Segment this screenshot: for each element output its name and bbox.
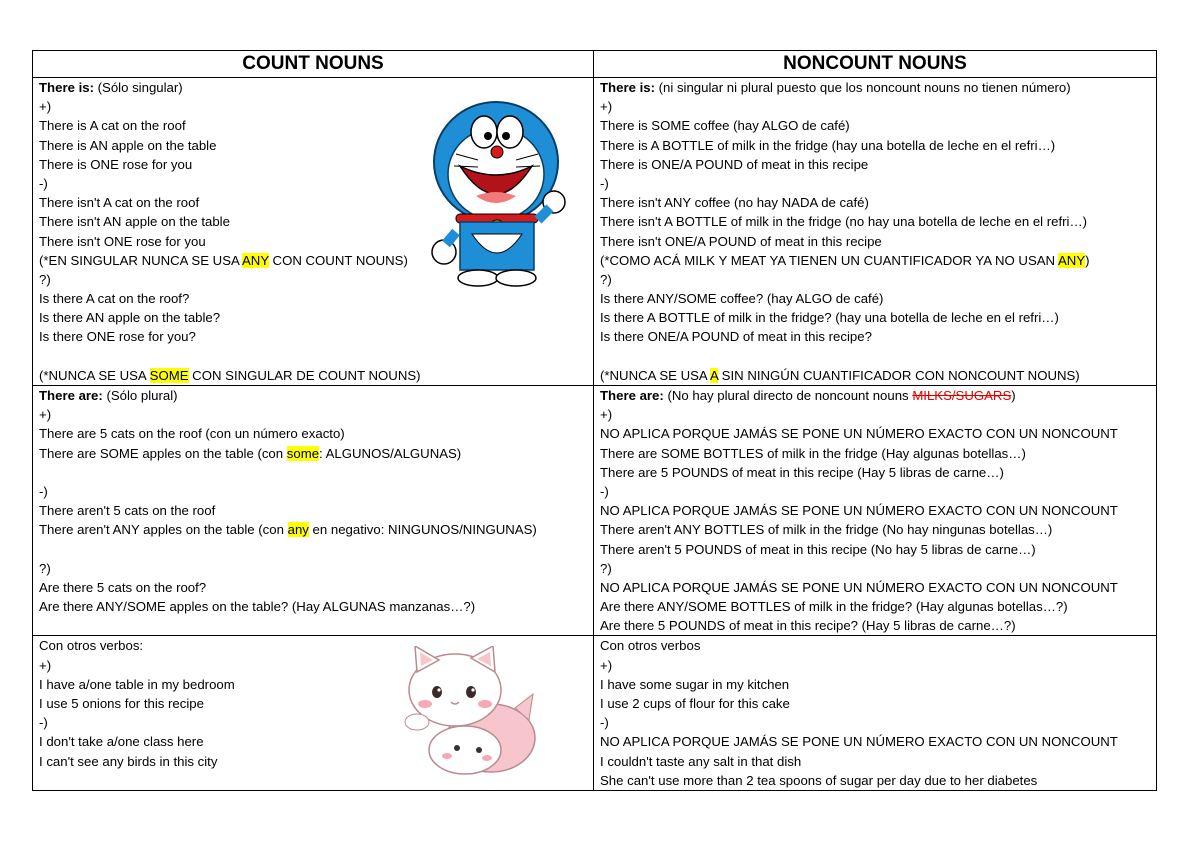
example-line: I use 2 cups of flour for this cake (600, 696, 790, 711)
section-title: There is: (Sólo singular) (39, 80, 183, 95)
robot-cat-illustration (426, 92, 566, 288)
question-marker: ?) (600, 560, 612, 576)
question-marker: ?) (39, 271, 51, 287)
example-line: There is A cat on the roof (39, 118, 186, 134)
example-line: There isn't ANY coffee (no hay NADA de café) (600, 195, 869, 211)
example-line: I have a/one table in my bedroom (39, 676, 235, 692)
highlighted-word: A (709, 367, 719, 383)
example-line: Are there 5 cats on the roof? (39, 579, 207, 595)
example-line: Is there AN apple on the table? (39, 310, 221, 326)
affirmative-marker: +) (600, 99, 613, 115)
example-line: Is there A cat on the roof? (39, 291, 190, 307)
grammar-table (32, 50, 1157, 791)
affirmative-marker: +) (39, 657, 52, 673)
example-line: There is ONE/A POUND of meat in this recipe (600, 156, 869, 172)
noncount-there-is-cell (594, 78, 1157, 386)
rule-note: (*COMO ACÁ MILK Y MEAT YA TIENEN UN CUANTIFICADOR YA NO USAN ANY) (600, 252, 1090, 268)
example-line: I can't see any birds in this city (39, 753, 218, 769)
section-title: There are: (Sólo plural) (39, 388, 178, 403)
example-line: NO APLICA PORQUE JAMÁS SE PONE UN NÚMERO EXACTO CON UN NONCOUNT (600, 734, 1118, 750)
example-line: I don't take a/one class here (39, 734, 204, 750)
section-title: There is: (ni singular ni plural puesto que los noncount nouns no tienen número) (600, 80, 1071, 95)
example-line: I use 5 onions for this recipe (39, 696, 204, 711)
example-line: Is there ANY/SOME coffee? (hay ALGO de café) (600, 291, 884, 307)
negative-marker: -) (600, 483, 609, 499)
example-line: Is there ONE rose for you? (39, 329, 196, 345)
section-title: There are: (No hay plural directo de noncount nouns MILKS/SUGARS) (600, 388, 1016, 403)
example-line: There isn't A BOTTLE of milk in the fridge (no hay una botella de leche en el refri…) (600, 214, 1088, 230)
struck-out-example: MILKS/SUGARS (912, 388, 1012, 403)
example-line: There is SOME coffee (hay ALGO de café) (600, 118, 850, 134)
rule-note: (*NUNCA SE USA A SIN NINGÚN CUANTIFICADOR CON NONCOUNT NOUNS) (600, 367, 1080, 383)
example-line: There are SOME BOTTLES of milk in the fridge (Hay algunas botellas…) (600, 445, 1026, 461)
kittens-illustration (395, 646, 545, 778)
example-line: She can't use more than 2 tea spoons of sugar per day due to her diabetes (600, 772, 1038, 788)
header-count-nouns: COUNT NOUNS (33, 51, 594, 78)
example-line: There are 5 cats on the roof (con un número exacto) (39, 426, 345, 442)
example-line: Are there ANY/SOME BOTTLES of milk in the fridge? (Hay algunas botellas…?) (600, 599, 1068, 615)
affirmative-marker: +) (39, 99, 52, 115)
example-line: There are 5 POUNDS of meat in this recipe (Hay 5 libras de carne…) (600, 464, 1004, 480)
affirmative-marker: +) (39, 407, 52, 423)
there-are-row (33, 386, 1157, 636)
highlighted-word: any (287, 522, 309, 538)
negative-marker: -) (39, 175, 48, 191)
example-line: There is AN apple on the table (39, 137, 217, 153)
blank-line (39, 347, 587, 366)
section-title: Con otros verbos: (39, 638, 144, 654)
example-line: There isn't AN apple on the table (39, 214, 230, 230)
negative-marker: -) (39, 715, 48, 731)
example-line: There aren't 5 POUNDS of meat in this recipe (No hay 5 libras de carne…) (600, 541, 1036, 557)
highlighted-word: SOME (149, 367, 189, 383)
example-line: There isn't ONE/A POUND of meat in this recipe (600, 233, 882, 249)
example-line: There is ONE rose for you (39, 156, 193, 172)
example-line: I couldn't taste any salt in that dish (600, 753, 802, 769)
example-line: There are SOME apples on the table (con some: ALGUNOS/ALGUNAS) (39, 445, 462, 461)
rule-note: (*EN SINGULAR NUNCA SE USA ANY CON COUNT NOUNS) (39, 252, 408, 268)
example-line: There aren't ANY apples on the table (con any en negativo: NINGUNOS/NINGUNAS) (39, 522, 537, 538)
question-marker: ?) (600, 271, 612, 287)
example-line: There is A BOTTLE of milk in the fridge (hay una botella de leche en el refri…) (600, 137, 1056, 153)
affirmative-marker: +) (600, 657, 613, 673)
example-line: Is there ONE/A POUND of meat in this recipe? (600, 329, 872, 345)
count-there-is-cell (33, 78, 594, 386)
example-line: There aren't 5 cats on the roof (39, 503, 216, 519)
blank-line (600, 347, 1150, 366)
negative-marker: -) (600, 175, 609, 191)
highlighted-word: ANY (1058, 252, 1086, 268)
blank-line (39, 463, 587, 482)
header-row (33, 51, 1157, 78)
example-line: Are there 5 POUNDS of meat in this recipe? (Hay 5 libras de carne…?) (600, 618, 1016, 634)
header-noncount-nouns: NONCOUNT NOUNS (594, 51, 1157, 78)
negative-marker: -) (600, 715, 609, 731)
rule-note: (*NUNCA SE USA SOME CON SINGULAR DE COUNT NOUNS) (39, 367, 421, 383)
example-line: NO APLICA PORQUE JAMÁS SE PONE UN NÚMERO EXACTO CON UN NONCOUNT (600, 426, 1118, 442)
other-verbs-row (33, 636, 1157, 791)
section-title: Con otros verbos (600, 638, 701, 654)
noncount-other-verbs-cell (594, 636, 1157, 791)
example-line: There isn't ONE rose for you (39, 233, 206, 249)
example-line: There aren't ANY BOTTLES of milk in the fridge (No hay ningunas botellas…) (600, 522, 1053, 538)
example-line: Is there A BOTTLE of milk in the fridge? (hay una botella de leche en el refri…) (600, 310, 1059, 326)
negative-marker: -) (39, 483, 48, 499)
there-is-row (33, 78, 1157, 386)
example-line: NO APLICA PORQUE JAMÁS SE PONE UN NÚMERO EXACTO CON UN NONCOUNT (600, 579, 1118, 595)
example-line: I have some sugar in my kitchen (600, 676, 790, 692)
count-there-are-cell (33, 386, 594, 636)
example-line: NO APLICA PORQUE JAMÁS SE PONE UN NÚMERO EXACTO CON UN NONCOUNT (600, 503, 1118, 519)
blank-line (39, 540, 587, 559)
affirmative-marker: +) (600, 407, 613, 423)
example-line: Are there ANY/SOME apples on the table? (Hay ALGUNAS manzanas…?) (39, 599, 476, 615)
example-line: There isn't A cat on the roof (39, 195, 200, 211)
count-other-verbs-cell (33, 636, 594, 791)
highlighted-word: ANY (242, 252, 269, 268)
noncount-there-are-cell (594, 386, 1157, 636)
question-marker: ?) (39, 560, 51, 576)
highlighted-word: some (286, 445, 320, 461)
